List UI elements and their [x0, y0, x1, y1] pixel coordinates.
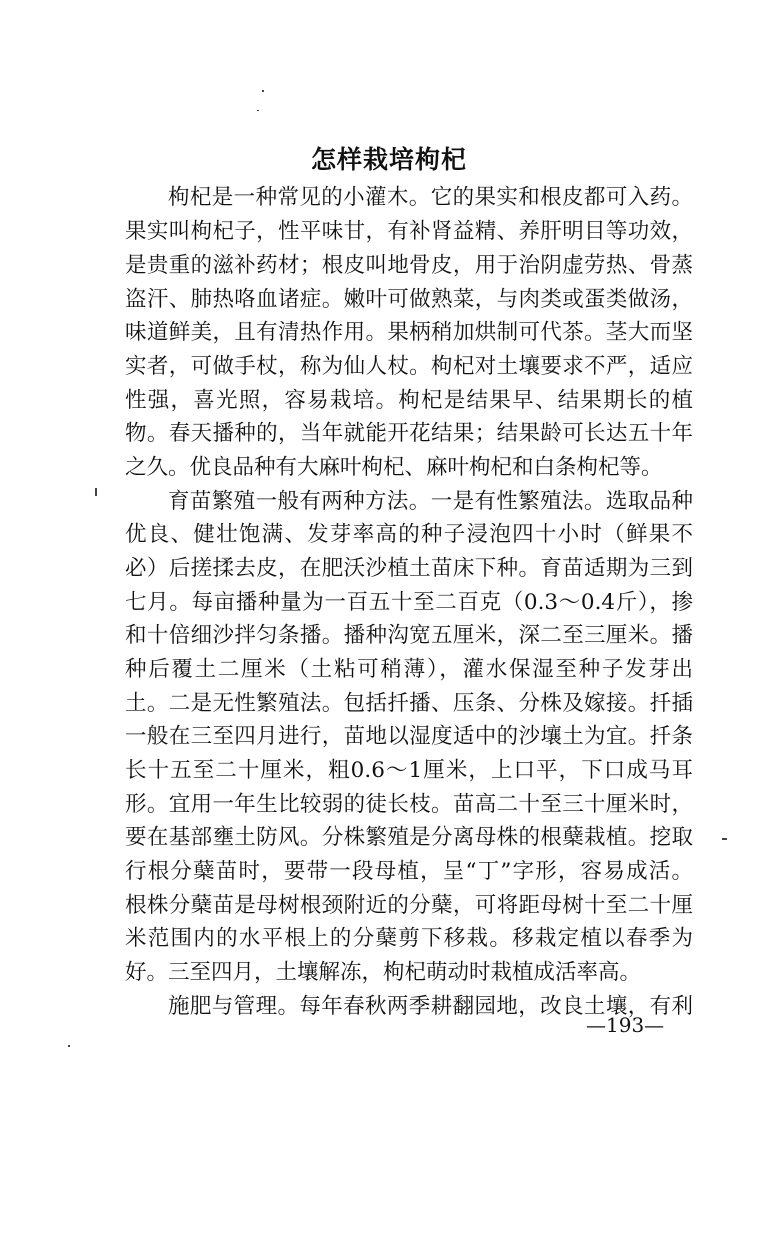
- text-line: 形。宜用一年生比较弱的徒长枝。苗高二十至三十厘米时，: [125, 792, 693, 817]
- text-line: 必）后搓揉去皮，在肥沃沙植土苗床下种。育苗适期为三到: [125, 556, 693, 581]
- text-line: 长十五至二十厘米，粗0.6～1厘米，上口平，下口成马耳: [125, 758, 693, 783]
- text-line: 和十倍细沙拌匀条播。播种沟宽五厘米，深二至三厘米。播: [125, 623, 693, 648]
- scan-speck: [262, 90, 264, 92]
- text-line: 实者，可做手杖，称为仙人杖。枸杞对土壤要求不严，适应: [125, 354, 693, 379]
- article-title: 怎样栽培枸杞: [310, 145, 467, 174]
- text-line: 要在基部壅土防风。分株繁殖是分离母株的根蘖栽植。挖取: [125, 825, 693, 850]
- text-line: 七月。每亩播种量为一百五十至二百克（0.3～0.4斤），掺: [125, 590, 693, 615]
- text-line: 是贵重的滋补药材；根皮叫地骨皮，用于治阴虚劳热、骨蒸: [125, 253, 693, 278]
- text-line: 性强，喜光照，容易栽培。枸杞是结果早、结果期长的植: [125, 388, 693, 413]
- text-line: 盗汗、肺热咯血诸症。嫩叶可做熟菜，与肉类或蛋类做汤，: [125, 287, 693, 312]
- scan-speck: [257, 110, 259, 111]
- text-line: 米范围内的水平根上的分蘖剪下移栽。移栽定植以春季为: [125, 926, 693, 951]
- scan-speck: [722, 838, 727, 840]
- text-line: 施肥与管理。每年春秋两季耕翻园地，改良土壤，有利: [168, 994, 693, 1019]
- text-line: 果实叫枸杞子，性平味甘，有补肾益精、养肝明目等功效，: [125, 219, 693, 244]
- text-line: 行根分蘖苗时，要带一段母植，呈“丁”字形，容易成活。: [125, 859, 693, 884]
- text-line: 一般在三至四月进行，苗地以湿度适中的沙壤土为宜。扦条: [125, 724, 693, 749]
- text-line: 根株分蘖苗是母树根颈附近的分蘖，可将距母树十至二十厘: [125, 893, 693, 918]
- text-line: 优良、健壮饱满、发芽率高的种子浸泡四十小时（鲜果不: [125, 522, 693, 547]
- text-line: 种后覆土二厘米（土粘可稍薄），灌水保湿至种子发芽出: [125, 657, 693, 682]
- text-line: 味道鲜美，且有清热作用。果柄稍加烘制可代茶。茎大而坚: [125, 320, 693, 345]
- text-line: 土。二是无性繁殖法。包括扦播、压条、分株及嫁接。扦插: [125, 691, 693, 716]
- scan-speck: [68, 1045, 70, 1047]
- text-line: 之久。优良品种有大麻叶枸杞、麻叶枸杞和白条枸杞等。: [125, 455, 663, 480]
- page-number: —193—: [586, 1013, 665, 1037]
- text-line: 枸杞是一种常见的小灌木。它的果实和根皮都可入药。: [168, 185, 693, 210]
- text-line: 物。春天播种的，当年就能开花结果；结果龄可长达五十年: [125, 421, 693, 446]
- text-line: 育苗繁殖一般有两种方法。一是有性繁殖法。选取品种: [168, 489, 693, 514]
- text-line: 好。三至四月，土壤解冻，枸杞萌动时栽植成活率高。: [125, 960, 642, 985]
- scan-speck: [95, 488, 97, 496]
